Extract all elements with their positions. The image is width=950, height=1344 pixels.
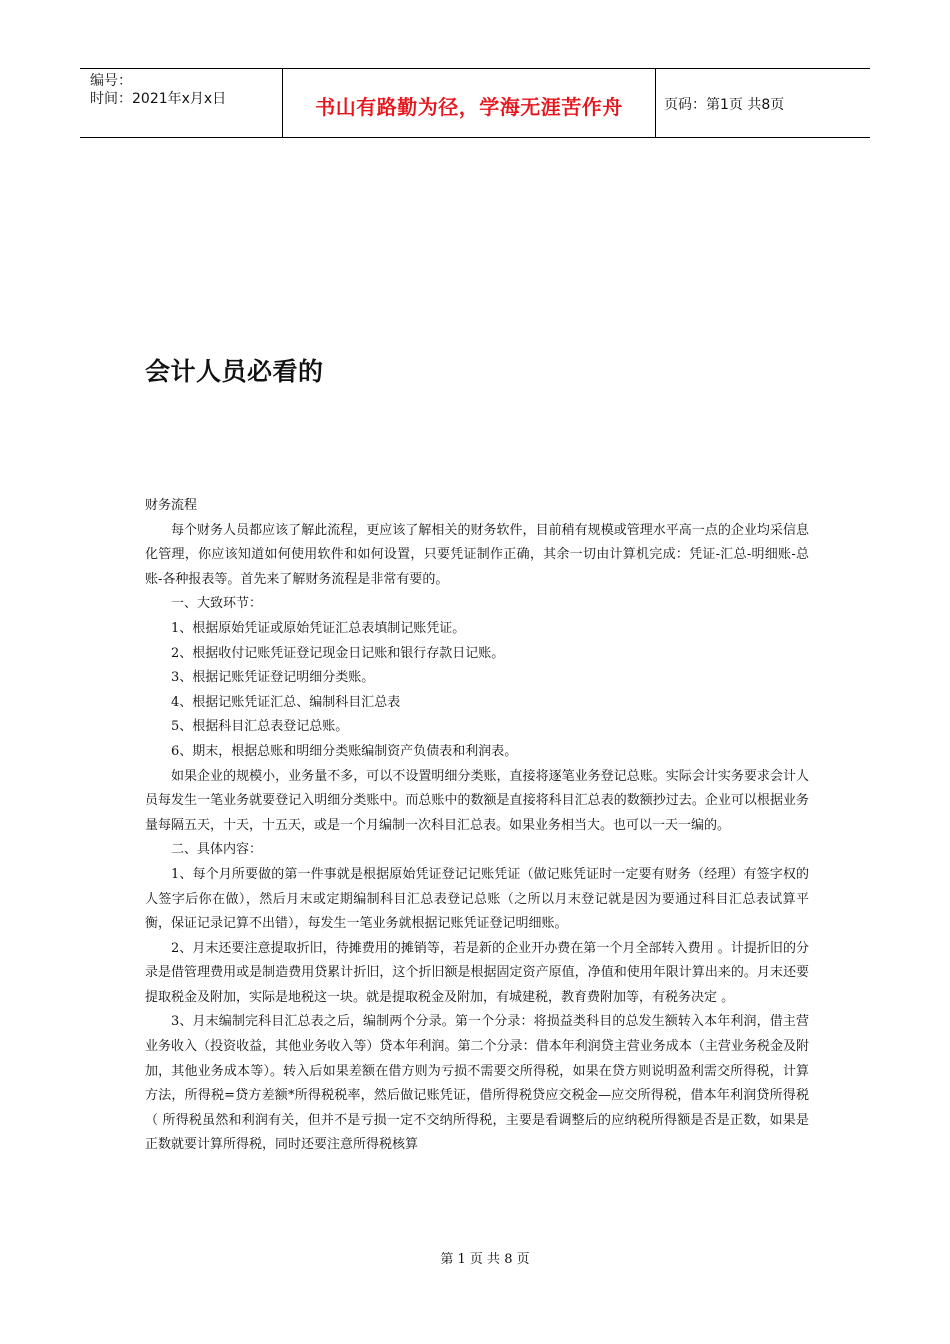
paragraph: 每个财务人员都应该了解此流程，更应该了解相关的财务软件，目前稍有规模或管理水平高一点的企业均采信息化管理，你应该知道如何使用软件和如何设置，只要凭证制作正确，其余一切由计算机完成：凭证-汇总-明细账-总账-各种报表等。首先来了解财务流程是非常有要的。 — [145, 522, 809, 587]
list-item: 4、根据记账凭证汇总、编制科目汇总表 — [171, 694, 401, 710]
document-header — [80, 68, 870, 138]
paragraph: 1、每个月所要做的第一件事就是根据原始凭证登记记账凭证（做记账凭证时一定要有财务（经理）有签字权的人签字后你在做），然后月末或定期编制科目汇总表登记总账（之所以月末登记就是因为要通过科目汇总表试算平衡，保证记录记算不出错），每发生一笔业务就根据记账凭证登记明细账。 — [145, 866, 809, 932]
header-page-cell — [656, 69, 870, 137]
document-body — [145, 494, 809, 1158]
paragraph: 2、月末还要注意提取折旧，待摊费用的摊销等，若是新的企业开办费在第一个月全部转入费用 。计提折旧的分录是借管理费用或是制造费用贷累计折旧，这个折旧额是根据固定资产原值，净值和使用年限计算出来的。月末还要提取税金及附加，实际是地税这一块。就是提取税金及附加，有城建税，教育费附加等，有税务决定 。 — [145, 940, 809, 1005]
list-item: 5、根据科目汇总表登记总账。 — [171, 719, 349, 735]
time-label: 时间：2021年x月x日 — [90, 91, 227, 107]
list-item: 2、根据收付记账凭证登记现金日记账和银行存款日记账。 — [171, 645, 505, 661]
number-label: 编号： — [90, 73, 132, 89]
document-title: 会计人员必看的 — [145, 357, 324, 386]
header-motto-cell — [283, 69, 656, 137]
header-meta — [80, 69, 283, 137]
paragraph: 如果企业的规模小，业务量不多，可以不设置明细分类账，直接将逐笔业务登记总账。实际会计实务要求会计人员每发生一笔业务就要登记入明细分类账中。而总账中的数额是直接将科目汇总表的数额抄过去。企业可以根据业务量每隔五天，十天，十五天，或是一个月编制一次科目汇总表。如果业务相当大。也可以一天一编的。 — [145, 768, 809, 833]
list-item: 3、根据记账凭证登记明细分类账。 — [171, 670, 375, 686]
list-item: 6、期末，根据总账和明细分类账编制资产负债表和利润表。 — [171, 743, 518, 759]
motto: 书山有路勤为径，学海无涯苦作舟 — [315, 94, 623, 119]
page-footer: 第 1 页 共 8 页 — [440, 1252, 530, 1267]
paragraph: 3、月末编制完科目汇总表之后，编制两个分录。第一个分录：将损益类科目的总发生额转入本年利润，借主营业务收入（投资收益，其他业务收入等）贷本年利润。第二个分录：借本年利润贷主营业务成本（主营业务税金及附加，其他业务成本等）。转入后如果差额在借方则为亏损不需要交所得税，如果在贷方则说明盈利需交所得税，计算方法，所得税=贷方差额*所得税税率，然后做记账凭证，借所得税贷应交税金—应交所得税，借本年利润贷所得税（ 所得税虽然和利润有关，但并不是亏损一定不交纳所得税，主要是看调整后的应纳税所得额是否是正数，如果是正数就要计算所得税，同时还要注意所得税核算 — [145, 1014, 809, 1153]
list-item: 1、根据原始凭证或原始凭证汇总表填制记账凭证。 — [171, 620, 466, 636]
section-heading: 财务流程 — [145, 498, 198, 513]
page-info: 页码：第1页 共8页 — [664, 97, 785, 113]
section-heading: 二、具体内容： — [171, 842, 263, 858]
section-heading: 一、大致环节： — [171, 596, 263, 612]
